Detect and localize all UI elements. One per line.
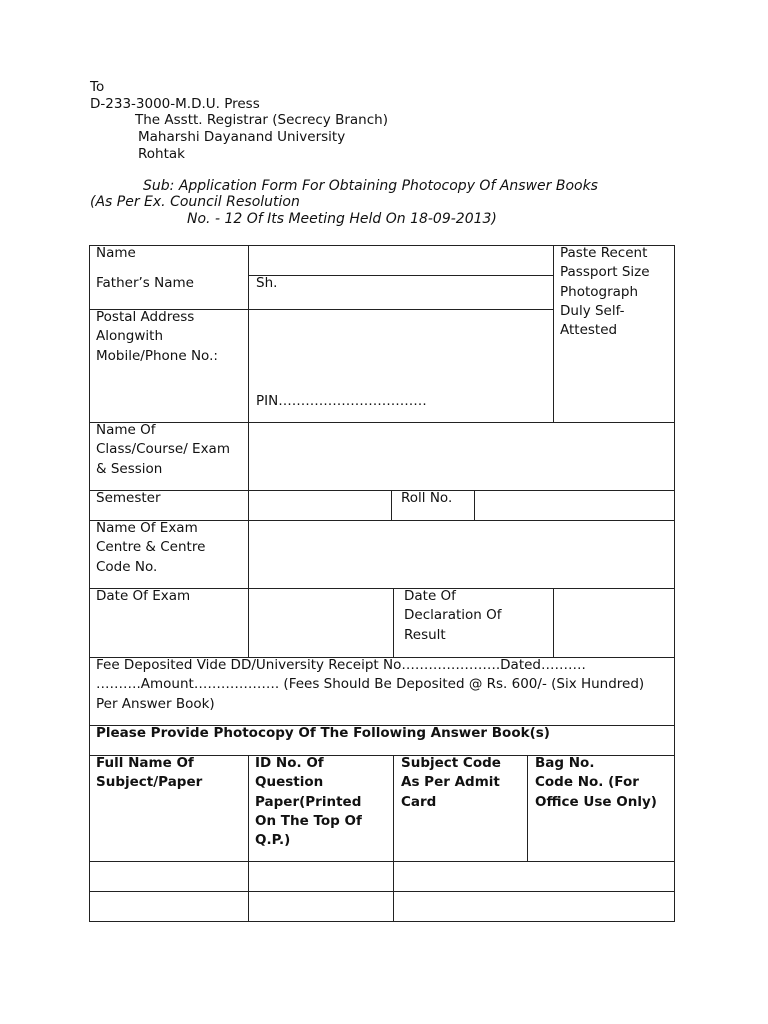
to-label: To: [90, 79, 105, 95]
declaration-date-field[interactable]: [561, 592, 667, 652]
class-label: [96, 421, 230, 479]
university-name: Maharshi Dayanand University: [138, 129, 346, 145]
address-label: [96, 308, 218, 366]
photo-box[interactable]: [560, 244, 650, 340]
entry-id-cell[interactable]: [251, 894, 390, 918]
col-code-line: Subject Code: [401, 755, 501, 771]
photo-text-line: Duly Self-: [560, 302, 625, 319]
name-label: Name: [96, 245, 136, 261]
col-bag-line: Bag No.: [535, 755, 595, 771]
col-id-line: On The Top Of: [255, 812, 362, 829]
entry-id-cell[interactable]: [251, 864, 390, 888]
fee-text: [96, 656, 644, 714]
photo-text-line: Attested: [560, 322, 618, 339]
col-bag-line: Office Use Only): [535, 793, 657, 810]
photocopy-heading: Please Provide Photocopy Of The Following Answer Book(s): [96, 725, 550, 741]
class-label-line: & Session: [96, 460, 163, 477]
pin-label[interactable]: PIN……………………………: [256, 393, 427, 409]
col-subject-header: [96, 754, 202, 793]
address-label-line: Postal Address: [96, 309, 195, 325]
subject-line-2: (As Per Ex. Council Resolution: [90, 194, 300, 210]
col-id-line: ID No. Of: [255, 755, 324, 771]
address-field[interactable]: [256, 313, 546, 383]
col-subject-line: Subject/Paper: [96, 774, 203, 791]
centre-field[interactable]: [256, 524, 666, 584]
subject-line-1: Sub: Application Form For Obtaining Photocopy Of Answer Books: [143, 178, 598, 194]
entry-subject-cell[interactable]: [92, 864, 245, 888]
address-label-line: Mobile/Phone No.:: [96, 347, 218, 364]
photo-text-line: Photograph: [560, 283, 639, 300]
col-code-line: As Per Admit: [401, 774, 500, 791]
photo-text-line: Passport Size: [560, 264, 650, 281]
col-id-header: [255, 754, 362, 850]
col-bag-header: [535, 754, 657, 812]
semester-field[interactable]: [256, 493, 386, 515]
address-label-line: Alongwith: [96, 328, 164, 345]
declaration-label-line: Date Of: [404, 588, 456, 604]
col-id-line: Question: [255, 774, 324, 791]
centre-label: [96, 519, 205, 577]
fee-text-line: Per Answer Book): [96, 695, 215, 712]
col-code-line: Card: [401, 793, 437, 810]
city: Rohtak: [138, 146, 185, 162]
name-field[interactable]: [256, 248, 546, 268]
exam-date-field[interactable]: [256, 592, 386, 652]
col-id-line: Paper(Printed: [255, 793, 362, 810]
father-name-label: Father’s Name: [96, 275, 194, 291]
father-name-field[interactable]: [256, 274, 546, 293]
fee-text-line: Fee Deposited Vide DD/University Receipt No………………….Dated……….: [96, 657, 586, 673]
col-bag-line: Code No. (For: [535, 774, 639, 791]
semester-label: Semester: [96, 490, 161, 506]
centre-label-line: Code No.: [96, 558, 158, 575]
entry-code-cell[interactable]: [396, 894, 671, 918]
declaration-label: [404, 587, 502, 645]
addressee: The Asstt. Registrar (Secrecy Branch): [135, 112, 388, 128]
father-prefix: Sh.: [256, 275, 278, 291]
roll-no-field[interactable]: [482, 493, 667, 515]
photo-text-line: Paste Recent: [560, 245, 648, 261]
declaration-label-line: Declaration Of: [404, 607, 502, 624]
centre-label-line: Centre & Centre: [96, 539, 206, 556]
class-label-line: Name Of: [96, 422, 156, 438]
class-field[interactable]: [256, 426, 666, 486]
reference-number: D-233-3000-M.D.U. Press: [90, 96, 260, 112]
class-label-line: Class/Course/ Exam: [96, 441, 230, 458]
col-id-line: Q.P.): [255, 832, 291, 849]
col-code-header: [401, 754, 501, 812]
exam-date-label: Date Of Exam: [96, 588, 191, 604]
declaration-label-line: Result: [404, 626, 446, 643]
subject-line-3: No. - 12 Of Its Meeting Held On 18-09-2013): [187, 211, 497, 227]
col-subject-line: Full Name Of: [96, 755, 194, 771]
entry-subject-cell[interactable]: [92, 894, 245, 918]
centre-label-line: Name Of Exam: [96, 520, 198, 536]
entry-code-cell[interactable]: [396, 864, 671, 888]
roll-no-label: Roll No.: [401, 490, 453, 506]
fee-text-line: ……….Amount………………. (Fees Should Be Deposited @ Rs. 600/- (Six Hundred): [96, 676, 645, 693]
